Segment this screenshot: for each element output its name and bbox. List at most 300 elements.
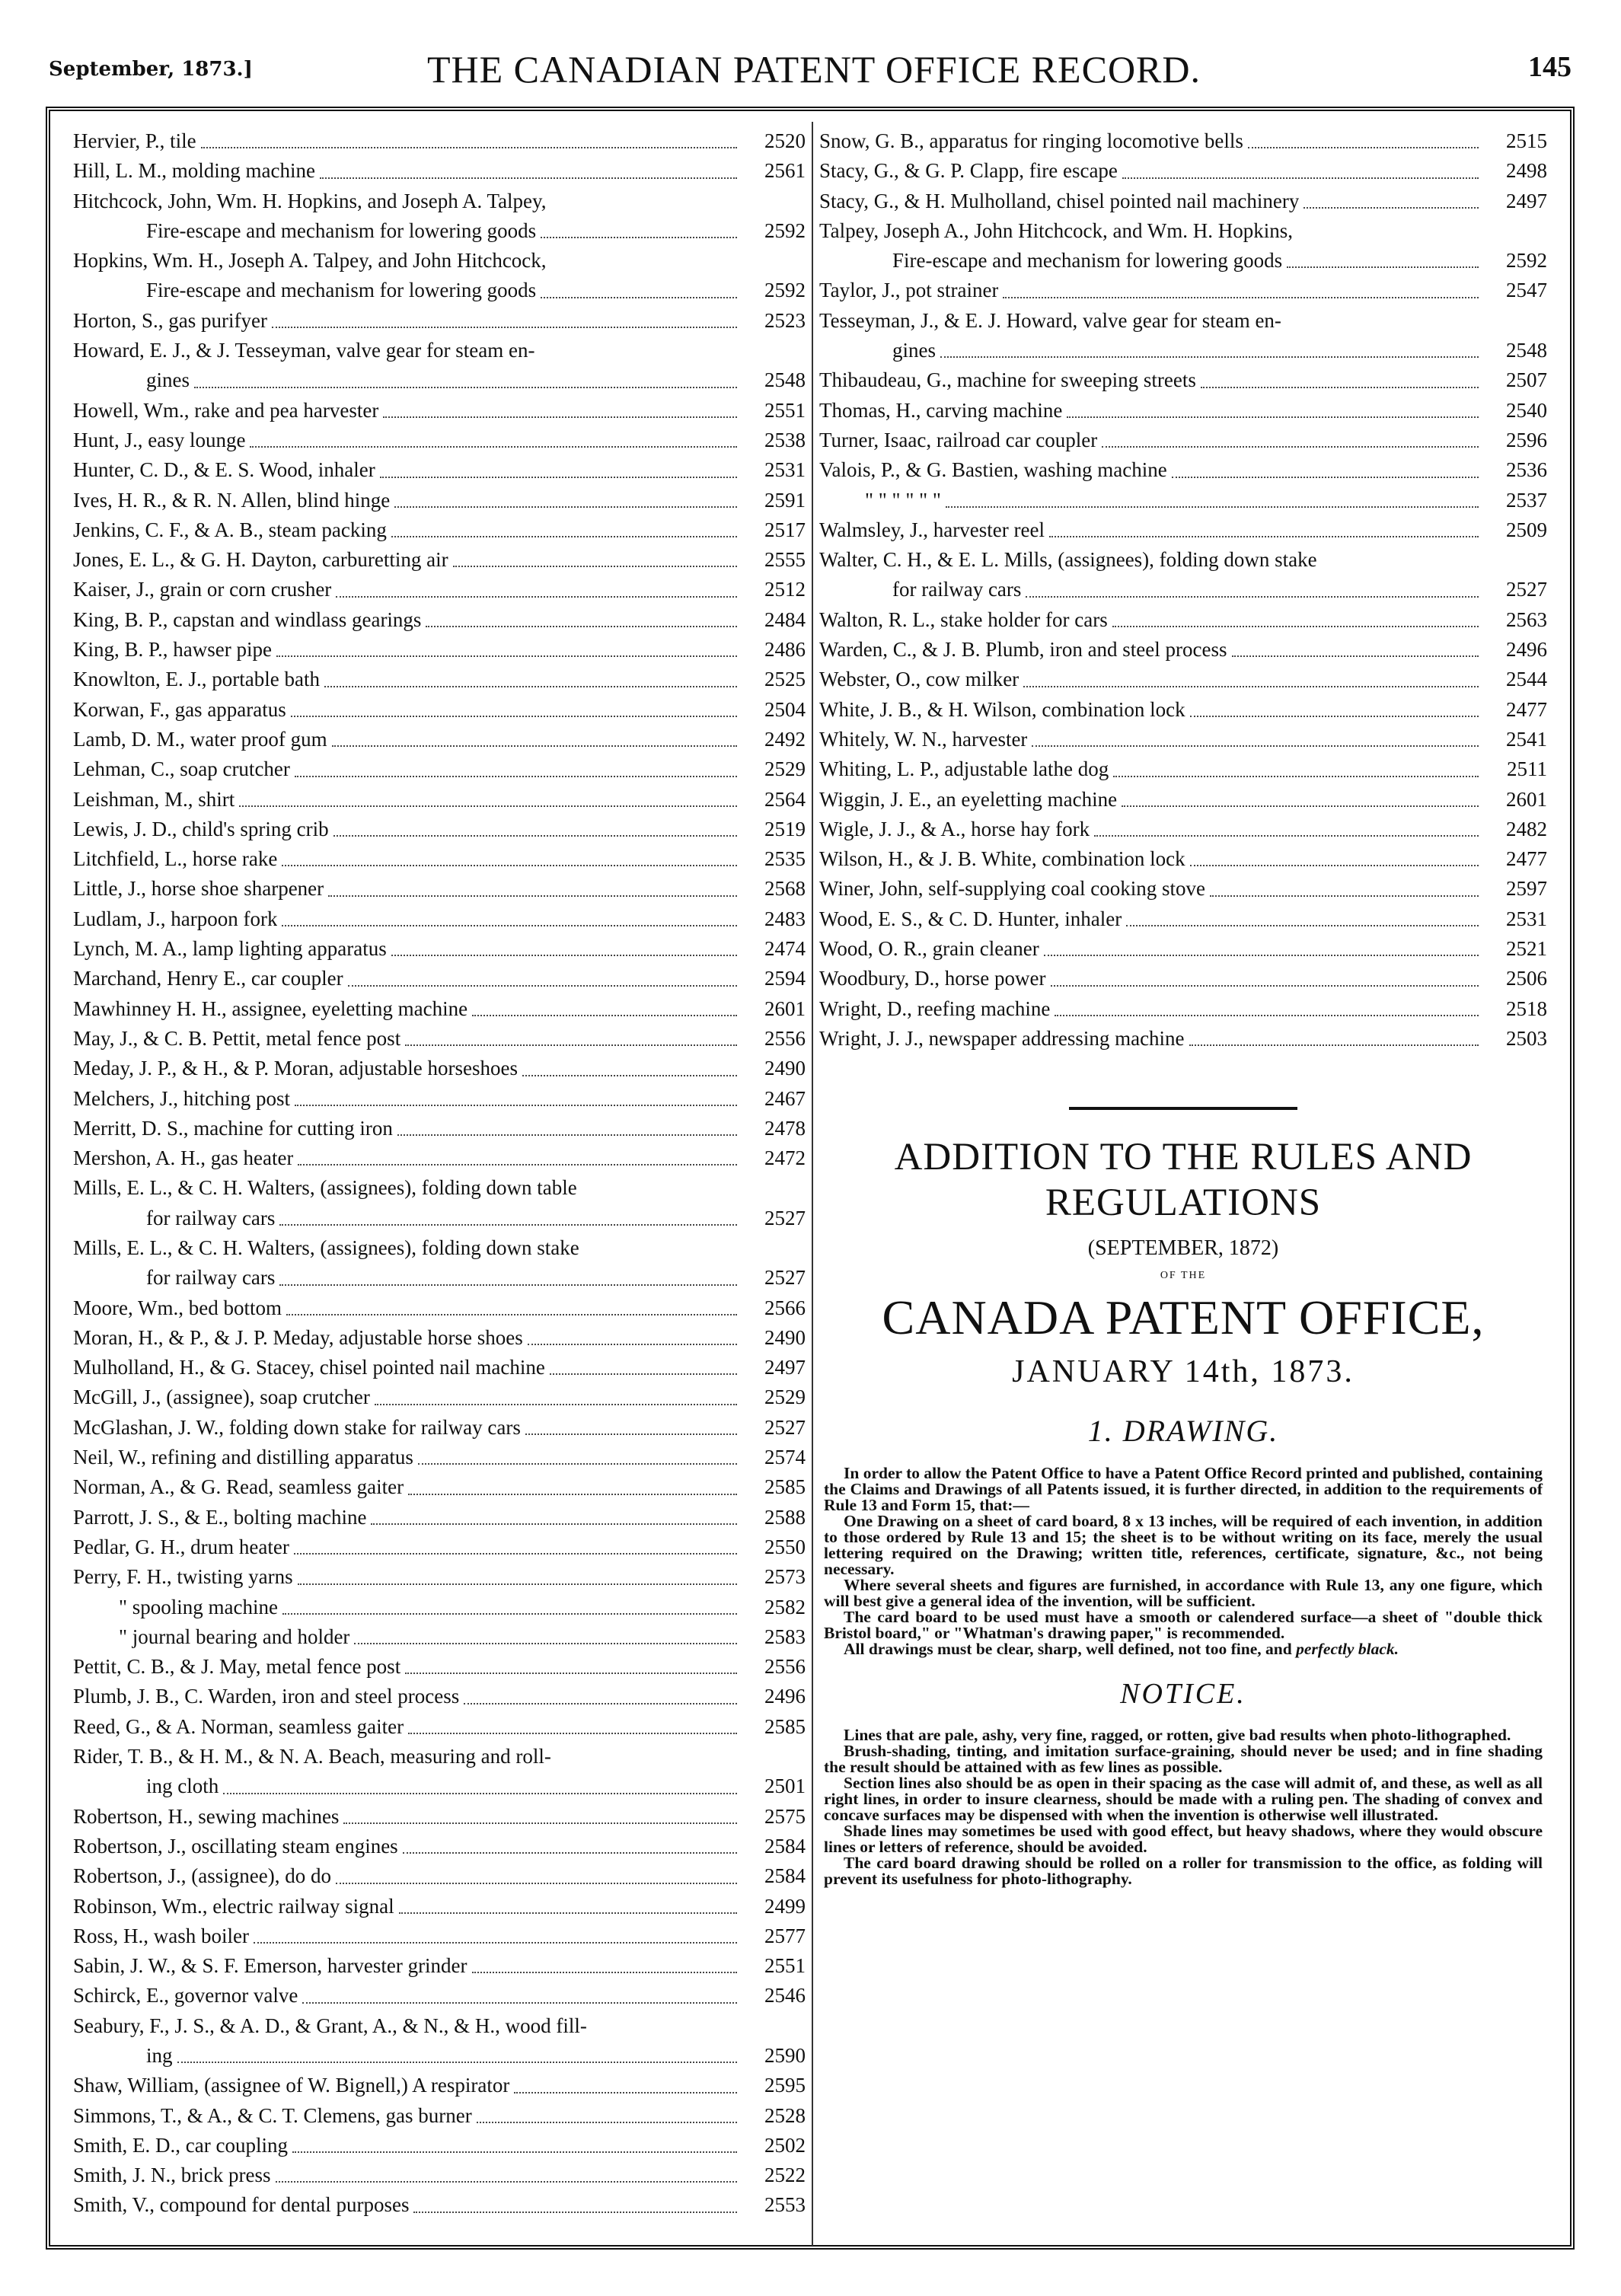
patent-number: 2498 bbox=[1506, 159, 1547, 183]
dot-leader bbox=[464, 1703, 737, 1704]
entry-name: Talpey, Joseph A., John Hitchcock, and Wm. H. Hopkins, bbox=[819, 218, 1294, 242]
entry-name: Valois, P., & G. Bastien, washing machine bbox=[819, 458, 1167, 482]
dot-leader bbox=[1190, 865, 1479, 866]
index-entry bbox=[73, 575, 806, 604]
index-entry bbox=[819, 455, 1547, 485]
dot-leader bbox=[177, 2062, 737, 2063]
entry-continuation-line bbox=[73, 2041, 806, 2071]
index-entry bbox=[819, 964, 1547, 993]
index-entry bbox=[73, 2131, 806, 2160]
index-entry bbox=[73, 1832, 806, 1861]
dot-leader bbox=[1190, 716, 1479, 717]
patent-number: 2531 bbox=[764, 458, 806, 482]
entry-name: King, B. P., hawser pipe bbox=[73, 638, 272, 662]
entry-name: Hunt, J., easy lounge bbox=[73, 428, 246, 451]
entry-continuation: for railway cars bbox=[892, 578, 1022, 601]
index-entry bbox=[819, 426, 1547, 455]
index-entry bbox=[73, 1532, 806, 1562]
entry-name: Merritt, D. S., machine for cutting iron bbox=[73, 1116, 393, 1140]
page-number: 145 bbox=[1528, 51, 1572, 83]
entry-name: Howard, E. J., & J. Tesseyman, valve gear for steam en- bbox=[73, 339, 535, 362]
index-entry bbox=[819, 365, 1547, 395]
notice-subheading: (SEPTEMBER, 1872) bbox=[1087, 1236, 1279, 1261]
index-entry bbox=[73, 964, 806, 993]
entry-name: Wood, O. R., grain cleaner bbox=[819, 937, 1039, 961]
patent-number: 2595 bbox=[764, 2074, 806, 2097]
entry-name: Korwan, F., gas apparatus bbox=[73, 697, 286, 721]
dot-leader bbox=[295, 1105, 737, 1106]
patent-number: 2548 bbox=[1506, 339, 1547, 362]
dot-leader bbox=[528, 1344, 737, 1345]
dot-leader bbox=[324, 686, 737, 687]
entry-continuation: ing bbox=[146, 2044, 173, 2067]
index-entry bbox=[73, 1353, 806, 1382]
dot-leader bbox=[333, 835, 737, 837]
dot-leader bbox=[291, 716, 737, 717]
patent-number: 2590 bbox=[764, 2044, 806, 2067]
entry-name: Seabury, F., J. S., & A. D., & Grant, A., & N., & H., wood fill- bbox=[73, 2014, 587, 2037]
entry-name: Ives, H. R., & R. N. Allen, blind hinge bbox=[73, 488, 391, 512]
patent-number: 2502 bbox=[764, 2133, 806, 2157]
patent-number: 2568 bbox=[764, 877, 806, 901]
index-entry bbox=[73, 1443, 806, 1472]
patent-number: 2496 bbox=[1506, 638, 1547, 662]
index-entry bbox=[73, 1173, 806, 1233]
entry-name: Smith, J. N., brick press bbox=[73, 2164, 271, 2187]
entry-name: Walton, R. L., stake holder for cars bbox=[819, 607, 1108, 631]
index-entry bbox=[73, 1652, 806, 1682]
entry-name: Robertson, H., sewing machines bbox=[73, 1804, 340, 1828]
index-entry bbox=[819, 785, 1547, 815]
dot-leader bbox=[1049, 536, 1479, 537]
index-entry bbox=[819, 1024, 1547, 1054]
patent-number: 2483 bbox=[764, 907, 806, 930]
page-header bbox=[49, 47, 1579, 100]
patent-number: 2585 bbox=[764, 1475, 806, 1499]
dot-leader bbox=[1051, 985, 1479, 987]
dot-leader bbox=[397, 1134, 737, 1136]
index-entry bbox=[819, 276, 1547, 305]
entry-name: Winer, John, self-supplying coal cooking stove bbox=[819, 877, 1205, 901]
index-entry bbox=[819, 874, 1547, 904]
dot-leader bbox=[453, 566, 737, 567]
patent-number: 2531 bbox=[1506, 907, 1547, 930]
entry-name: May, J., & C. B. Pettit, metal fence post bbox=[73, 1026, 401, 1050]
patent-number: 2548 bbox=[764, 368, 806, 392]
dot-leader bbox=[371, 1523, 737, 1525]
drawing-paragraph-text: All drawings must be clear, sharp, well defined, not too fine, and bbox=[844, 1640, 1292, 1659]
dot-leader bbox=[1122, 805, 1479, 807]
patent-number: 2497 bbox=[1506, 189, 1547, 212]
entry-name: Snow, G. B., apparatus for ringing locomotive bells bbox=[819, 129, 1243, 152]
entry-name: Kaiser, J., grain or corn crusher bbox=[73, 578, 332, 601]
entry-name: Mawhinney H. H., assignee, eyeletting machine bbox=[73, 997, 468, 1020]
index-entry bbox=[73, 515, 806, 545]
index-entry bbox=[73, 1382, 806, 1412]
patent-number: 2536 bbox=[1506, 458, 1547, 482]
entry-name: Melchers, J., hitching post bbox=[73, 1086, 290, 1110]
index-entry bbox=[73, 1712, 806, 1742]
notice-date: JANUARY 14th, 1873. bbox=[1012, 1354, 1355, 1390]
patent-number: 2573 bbox=[764, 1565, 806, 1589]
index-entry bbox=[73, 1413, 806, 1443]
dot-leader bbox=[295, 776, 737, 777]
index-entry bbox=[819, 216, 1547, 276]
patent-number: 2512 bbox=[764, 578, 806, 601]
entry-name: Leishman, M., shirt bbox=[73, 787, 235, 811]
dot-leader bbox=[302, 2002, 737, 2004]
patent-number: 2496 bbox=[764, 1685, 806, 1708]
index-list-right bbox=[819, 126, 1547, 1054]
patent-number: 2556 bbox=[764, 1655, 806, 1679]
index-entry bbox=[819, 754, 1547, 784]
patent-number: 2504 bbox=[764, 697, 806, 721]
entry-continuation-line bbox=[819, 575, 1547, 604]
patent-number: 2577 bbox=[764, 1924, 806, 1947]
dot-leader bbox=[1067, 416, 1479, 418]
entry-name: Wigle, J. J., & A., horse hay fork bbox=[819, 817, 1090, 840]
entry-name: Robertson, J., (assignee), do do bbox=[73, 1864, 331, 1888]
index-entry bbox=[819, 545, 1547, 605]
entry-name: Robinson, Wm., electric railway signal bbox=[73, 1894, 394, 1918]
patent-number: 2547 bbox=[1506, 279, 1547, 302]
entry-name: Smith, V., compound for dental purposes bbox=[73, 2193, 410, 2217]
patent-number: 2535 bbox=[764, 847, 806, 871]
dot-leader bbox=[332, 745, 737, 747]
entry-continuation-line bbox=[73, 1204, 806, 1233]
patent-number: 2467 bbox=[764, 1086, 806, 1110]
index-entry bbox=[73, 874, 806, 904]
patent-number: 2561 bbox=[764, 159, 806, 183]
notice-paragraph: Section lines also should be as open in their spacing as the case will admit of, and these, as well as all right lines, in order to insure clearness, should be made with a ruling pen. The shading of convex and concave surfaces may be dispensed with when the invention is otherwise well illustrated. bbox=[824, 1774, 1543, 1825]
dot-leader bbox=[282, 1613, 737, 1615]
entry-name: Shaw, William, (assignee of W. Bignell,) A respirator bbox=[73, 2074, 510, 2097]
section-divider bbox=[1069, 1107, 1297, 1110]
dot-leader bbox=[541, 297, 737, 298]
index-entry bbox=[73, 1921, 806, 1951]
entry-name: Moran, H., & P., & J. P. Meday, adjustable horse shoes bbox=[73, 1325, 523, 1349]
dot-leader bbox=[223, 1793, 737, 1794]
entry-name: Mills, E. L., & C. H. Walters, (assignees), folding down table bbox=[73, 1176, 577, 1200]
dot-leader bbox=[1094, 835, 1479, 837]
patent-number: 2575 bbox=[764, 1804, 806, 1828]
entry-name: Whiting, L. P., adjustable lathe dog bbox=[819, 757, 1109, 781]
entry-name: Reed, G., & A. Norman, seamless gaiter bbox=[73, 1714, 404, 1738]
patent-number: 2592 bbox=[1506, 249, 1547, 273]
entry-name: Howell, Wm., rake and pea harvester bbox=[73, 398, 379, 422]
patent-number: 2501 bbox=[764, 1775, 806, 1798]
patent-number: 2596 bbox=[1506, 428, 1547, 451]
dot-leader bbox=[405, 1044, 737, 1046]
dot-leader bbox=[550, 1373, 737, 1375]
dot-leader bbox=[298, 1164, 737, 1166]
dot-leader bbox=[1044, 955, 1479, 956]
index-entry bbox=[819, 934, 1547, 964]
index-entry bbox=[73, 844, 806, 874]
patent-number: 2563 bbox=[1506, 607, 1547, 631]
patent-number: 2529 bbox=[764, 757, 806, 781]
patent-number: 2546 bbox=[764, 1984, 806, 2007]
patent-number: 2521 bbox=[1506, 937, 1547, 961]
entry-continuation-line bbox=[819, 336, 1547, 365]
dot-leader bbox=[399, 1912, 737, 1914]
patent-number: 2484 bbox=[764, 607, 806, 631]
index-entry bbox=[73, 754, 806, 784]
dot-leader bbox=[354, 1643, 737, 1644]
dot-leader bbox=[1023, 686, 1479, 687]
entry-name: Little, J., horse shoe sharpener bbox=[73, 877, 324, 901]
patent-number: 2551 bbox=[764, 398, 806, 422]
index-entry bbox=[819, 844, 1547, 874]
patent-number: 2507 bbox=[1506, 368, 1547, 392]
index-entry bbox=[73, 126, 806, 156]
entry-name: " spooling machine bbox=[119, 1595, 278, 1618]
patent-number: 2511 bbox=[1507, 757, 1547, 781]
dot-leader bbox=[320, 177, 737, 179]
entry-name: Meday, J. P., & H., & P. Moran, adjustable horseshoes bbox=[73, 1057, 518, 1080]
entry-name: Mulholland, H., & G. Stacey, chisel pointed nail machine bbox=[73, 1356, 545, 1379]
patent-number: 2544 bbox=[1506, 668, 1547, 691]
drawing-paragraph: In order to allow the Patent Office to have a Patent Office Record printed and published, containing the Claims and Drawings of all Patents issued, it is further directed, in addition to the requirements of Rule 13 and Form 15, that:— bbox=[824, 1464, 1543, 1515]
patent-number: 2566 bbox=[764, 1296, 806, 1319]
dot-leader bbox=[276, 655, 737, 657]
entry-name: Pettit, C. B., & J. May, metal fence post bbox=[73, 1655, 401, 1679]
patent-number: 2584 bbox=[764, 1834, 806, 1858]
index-entry bbox=[73, 1861, 806, 1891]
entry-name: Stacy, G., & G. P. Clapp, fire escape bbox=[819, 159, 1118, 183]
dot-leader bbox=[391, 955, 737, 956]
dot-leader bbox=[279, 1284, 737, 1286]
patent-number: 2601 bbox=[764, 997, 806, 1020]
entry-name: Mills, E. L., & C. H. Walters, (assignees), folding down stake bbox=[73, 1236, 579, 1259]
entry-continuation: gines bbox=[892, 339, 936, 362]
patent-number: 2503 bbox=[1506, 1026, 1547, 1050]
index-entry bbox=[73, 2071, 806, 2100]
index-entry bbox=[73, 396, 806, 426]
entry-continuation: for railway cars bbox=[146, 1266, 276, 1290]
entry-name: Ludlam, J., harpoon fork bbox=[73, 907, 278, 930]
dot-leader bbox=[279, 1224, 737, 1226]
patent-number: 2529 bbox=[764, 1386, 806, 1409]
dot-leader bbox=[272, 327, 737, 328]
index-entry bbox=[73, 187, 806, 247]
notice-paragraph: The card board drawing should be rolled on a roller for transmission to the office, as folding will prevent its usefulness for photo-lithography. bbox=[824, 1854, 1543, 1889]
entry-name: Sabin, J. W., & S. F. Emerson, harvester grinder bbox=[73, 1954, 467, 1978]
patent-number: 2509 bbox=[1506, 518, 1547, 541]
patent-number: 2523 bbox=[764, 308, 806, 332]
index-entry bbox=[73, 1024, 806, 1054]
dot-leader bbox=[294, 1553, 737, 1555]
patent-number: 2527 bbox=[764, 1266, 806, 1290]
entry-name: Jenkins, C. F., & A. B., steam packing bbox=[73, 518, 387, 541]
patent-number: 2478 bbox=[764, 1116, 806, 1140]
entry-name: " journal bearing and holder bbox=[119, 1625, 350, 1648]
index-entry bbox=[73, 1951, 806, 1981]
entry-name: King, B. P., capstan and windlass gearings bbox=[73, 607, 422, 631]
index-entry bbox=[819, 126, 1547, 156]
entry-name: Warden, C., & J. B. Plumb, iron and steel process bbox=[819, 638, 1227, 662]
index-entry bbox=[73, 605, 806, 635]
patent-number: 2527 bbox=[764, 1206, 806, 1229]
entry-continuation-line bbox=[73, 216, 806, 246]
index-entry bbox=[73, 2011, 806, 2071]
dot-leader bbox=[403, 1852, 737, 1854]
patent-number: 2518 bbox=[1506, 997, 1547, 1020]
index-entry bbox=[819, 486, 1547, 515]
dot-leader bbox=[1032, 745, 1479, 747]
dot-leader bbox=[286, 1314, 737, 1315]
dot-leader bbox=[1102, 446, 1479, 448]
index-entry bbox=[73, 1981, 806, 2011]
patent-number: 2519 bbox=[764, 817, 806, 840]
patent-number: 2583 bbox=[764, 1625, 806, 1648]
dot-leader bbox=[250, 446, 737, 448]
column-divider bbox=[812, 122, 813, 2246]
entry-name: Litchfield, L., horse rake bbox=[73, 847, 278, 871]
entry-name: White, J. B., & H. Wilson, combination lock bbox=[819, 697, 1185, 721]
dot-leader bbox=[1126, 925, 1479, 926]
patent-number: 2497 bbox=[764, 1356, 806, 1379]
patent-number: 2582 bbox=[764, 1595, 806, 1618]
patent-number: 2540 bbox=[1506, 398, 1547, 422]
patent-number: 2553 bbox=[764, 2193, 806, 2217]
entry-name: Wright, D., reefing machine bbox=[819, 997, 1051, 1020]
dot-leader bbox=[375, 1404, 737, 1405]
index-entry bbox=[73, 1503, 806, 1532]
entry-name: Perry, F. H., twisting yarns bbox=[73, 1565, 293, 1589]
dot-leader bbox=[343, 1822, 737, 1824]
entry-name: Wright, J. J., newspaper addressing machine bbox=[819, 1026, 1185, 1050]
index-entry bbox=[73, 1892, 806, 1921]
index-entry bbox=[73, 246, 806, 306]
entry-name: Woodbury, D., horse power bbox=[819, 967, 1046, 990]
entry-name: Robertson, J., oscillating steam engines bbox=[73, 1834, 398, 1858]
entry-name: McGill, J., (assignee), soap crutcher bbox=[73, 1386, 370, 1409]
dot-leader bbox=[472, 1015, 737, 1016]
entry-name: Jones, E. L., & G. H. Dayton, carburetting air bbox=[73, 548, 448, 572]
dot-leader bbox=[514, 2092, 737, 2094]
index-entry bbox=[819, 306, 1547, 366]
index-entry bbox=[73, 1143, 806, 1173]
dot-leader bbox=[472, 1972, 737, 1973]
dot-leader bbox=[394, 506, 737, 508]
patent-number: 2601 bbox=[1506, 787, 1547, 811]
entry-name: Lewis, J. D., child's spring crib bbox=[73, 817, 329, 840]
dot-leader bbox=[254, 1942, 737, 1944]
index-entry bbox=[819, 904, 1547, 934]
index-entry bbox=[73, 1114, 806, 1143]
index-entry bbox=[819, 695, 1547, 725]
patent-number: 2538 bbox=[764, 428, 806, 451]
dot-leader bbox=[1248, 147, 1479, 148]
dot-leader bbox=[282, 865, 737, 866]
patent-number: 2588 bbox=[764, 1505, 806, 1529]
patent-number: 2594 bbox=[764, 967, 806, 990]
entry-name: Simmons, T., & A., & C. T. Clemens, gas burner bbox=[73, 2103, 472, 2127]
dot-leader bbox=[336, 596, 737, 598]
dot-leader bbox=[348, 985, 737, 987]
entry-name: Smith, E. D., car coupling bbox=[73, 2133, 288, 2157]
index-entry bbox=[73, 815, 806, 844]
entry-name: Webster, O., cow milker bbox=[819, 668, 1020, 691]
dot-leader bbox=[1189, 1044, 1479, 1046]
patent-number: 2520 bbox=[764, 129, 806, 152]
dot-leader bbox=[413, 2211, 737, 2213]
dot-leader bbox=[477, 2122, 737, 2123]
notice-office-title: CANADA PATENT OFFICE, bbox=[882, 1290, 1485, 1345]
entry-name: Wood, E. S., & C. D. Hunter, inhaler bbox=[819, 907, 1122, 930]
drawing-section-title: 1. DRAWING. bbox=[1087, 1414, 1279, 1449]
index-entry bbox=[73, 1562, 806, 1592]
index-entry bbox=[73, 785, 806, 815]
patent-number: 2537 bbox=[1506, 488, 1547, 512]
entry-name: Hervier, P., tile bbox=[73, 129, 196, 152]
dot-leader bbox=[383, 416, 737, 418]
index-entry bbox=[73, 455, 806, 485]
entry-continuation-line bbox=[73, 276, 806, 305]
dot-leader bbox=[1172, 477, 1479, 478]
patent-number: 2490 bbox=[764, 1057, 806, 1080]
index-entry bbox=[819, 605, 1547, 635]
entry-name: Parrott, J. S., & E., bolting machine bbox=[73, 1505, 367, 1529]
entry-name: Schirck, E., governor valve bbox=[73, 1984, 298, 2007]
dot-leader bbox=[1304, 207, 1479, 209]
index-entry bbox=[73, 1233, 806, 1293]
index-entry bbox=[73, 336, 806, 396]
index-entry bbox=[73, 934, 806, 964]
patent-number: 2584 bbox=[764, 1864, 806, 1888]
entry-name: Stacy, G., & H. Mulholland, chisel pointed nail machinery bbox=[819, 189, 1300, 212]
index-entry bbox=[73, 306, 806, 336]
dot-leader bbox=[201, 147, 737, 148]
dot-leader bbox=[1026, 596, 1479, 598]
dot-leader bbox=[1287, 266, 1479, 268]
entry-name: Horton, S., gas purifyer bbox=[73, 308, 267, 332]
entry-name: Ross, H., wash boiler bbox=[73, 1924, 249, 1947]
entry-name: Hopkins, Wm. H., Joseph A. Talpey, and John Hitchcock, bbox=[73, 249, 547, 273]
patent-number: 2597 bbox=[1506, 877, 1547, 901]
entry-name: Hill, L. M., molding machine bbox=[73, 159, 315, 183]
drawing-paragraph: One Drawing on a sheet of card board, 8 x 13 inches, will be required of each invention, in addition to those ordered by Rule 13 and 15; the sheet is to be without writing on its face, merely the usual lettering required on the Drawing; written title, references, certificate, signature, &c., not being necessary. bbox=[824, 1512, 1543, 1579]
index-entry bbox=[819, 665, 1547, 694]
index-entry bbox=[73, 1622, 806, 1652]
patent-number: 2517 bbox=[764, 518, 806, 541]
entry-name: Thibaudeau, G., machine for sweeping streets bbox=[819, 368, 1196, 392]
index-entry bbox=[73, 1472, 806, 1502]
dot-leader bbox=[1232, 655, 1479, 657]
drawing-paragraph: Where several sheets and figures are furnished, in accordance with Rule 13, any one figure, which will best give a general idea of the invention, will be sufficient. bbox=[824, 1576, 1543, 1611]
index-entry bbox=[819, 156, 1547, 186]
index-entry bbox=[73, 156, 806, 186]
index-entry bbox=[819, 515, 1547, 545]
index-entry bbox=[73, 426, 806, 455]
patent-number: 2474 bbox=[764, 937, 806, 961]
notice-title: NOTICE. bbox=[1120, 1678, 1246, 1711]
entry-name: Knowlton, E. J., portable bath bbox=[73, 668, 320, 691]
dot-leader bbox=[298, 1583, 737, 1585]
notice-paragraph: Brush-shading, tinting, and imitation surface-graining, should never be used; and in fine shading the result should be attained with as few lines as possible. bbox=[824, 1742, 1543, 1777]
patent-number: 2490 bbox=[764, 1325, 806, 1349]
entry-name: Thomas, H., carving machine bbox=[819, 398, 1063, 422]
dot-leader bbox=[1210, 895, 1479, 897]
dot-leader bbox=[380, 477, 737, 478]
patent-number: 2551 bbox=[764, 1954, 806, 1978]
dot-leader bbox=[194, 387, 737, 388]
index-entry bbox=[819, 815, 1547, 844]
entry-name: Pedlar, G. H., drum heater bbox=[73, 1535, 289, 1558]
patent-number: 2472 bbox=[764, 1146, 806, 1170]
entry-name: Walter, C. H., & E. L. Mills, (assignees), folding down stake bbox=[819, 548, 1317, 572]
